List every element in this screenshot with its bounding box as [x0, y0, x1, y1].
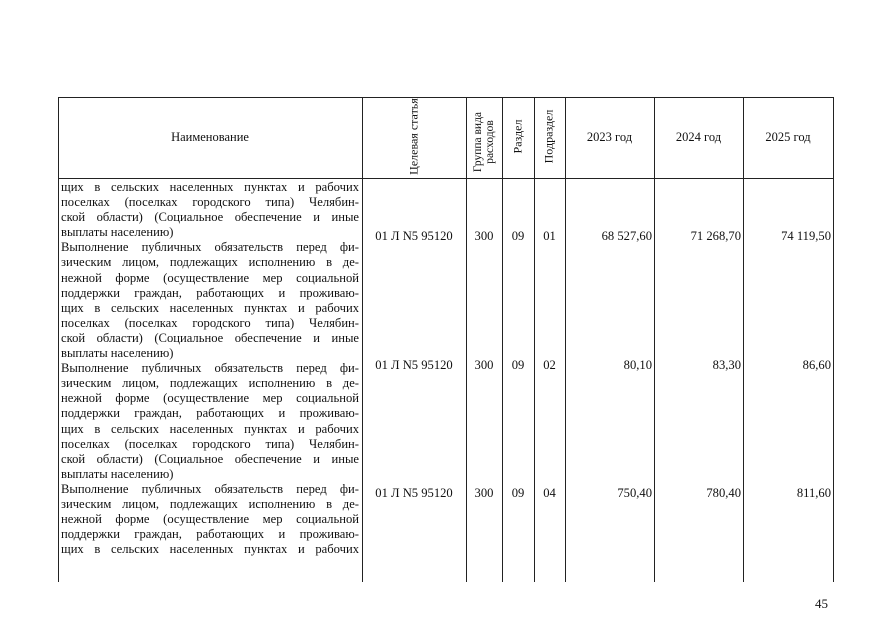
name-line: щих в сельских населенных пунктах и рабочих — [61, 180, 359, 194]
row2-2025: 86,60 — [802, 358, 831, 372]
name-line: нежной форме (осуществление мер социальной — [61, 512, 359, 527]
name-line: ской области) (Социальное обеспечение и иные — [61, 210, 359, 225]
name-line: поддержки граждан, работающих и проживаю- — [61, 527, 359, 542]
row1-article: 01 Л N5 95120 — [375, 229, 453, 243]
name-line: ской области) (Социальное обеспечение и иные — [61, 330, 359, 345]
name-line: зическим лицом, подлежащих исполнению в де- — [61, 255, 359, 270]
name-line: Выполнение публичных обязательств перед фи- — [61, 240, 359, 255]
row2-2024: 83,30 — [712, 358, 741, 372]
col-divider-2023 — [654, 97, 655, 582]
name-line: Выполнение публичных обязательств перед фи- — [61, 361, 359, 376]
col-divider-group — [502, 97, 503, 582]
row1-2024: 71 268,70 — [690, 229, 741, 243]
header-2023: 2023 год — [586, 130, 633, 144]
name-line: зическим лицом, подлежащих исполнению в де- — [61, 496, 359, 511]
row1-group: 300 — [474, 229, 494, 243]
name-line: щих в сельских населенных пунктах и рабочих — [61, 300, 359, 315]
row3-section: 09 — [511, 486, 525, 500]
col-divider-2024 — [743, 97, 744, 582]
row1-section: 09 — [511, 229, 525, 243]
row1-2025: 74 119,50 — [781, 229, 831, 243]
header-2025: 2025 год — [765, 130, 811, 144]
header-name: Наименование — [171, 130, 249, 144]
row2-subsection: 02 — [543, 358, 556, 372]
row3-2025: 811,60 — [796, 486, 831, 500]
row3-group: 300 — [474, 486, 494, 500]
row2-article: 01 Л N5 95120 — [375, 358, 453, 372]
name-line: поселках (поселках городского типа) Челябин- — [61, 315, 359, 330]
row3-2023: 750,40 — [617, 486, 652, 500]
col-divider-article — [466, 97, 467, 582]
header-2024: 2024 год — [675, 130, 722, 144]
row3-subsection: 04 — [543, 486, 556, 500]
name-line: выплаты населению) — [61, 466, 174, 481]
page-number: 45 — [815, 596, 828, 611]
header-target-article: Целевая статья — [406, 98, 421, 175]
table-left-border — [58, 97, 59, 582]
name-line: зическим лицом, подлежащих исполнению в де- — [61, 376, 359, 391]
name-column-text — [61, 180, 359, 557]
row1-subsection: 01 — [543, 229, 556, 243]
table-right-border — [833, 97, 834, 582]
name-line: нежной форме (осуществление мер социальной — [61, 270, 359, 285]
header-subsection: Подраздел — [541, 109, 556, 164]
row3-2024: 780,40 — [706, 486, 741, 500]
name-line: выплаты населению) — [61, 346, 174, 361]
col-divider-subsection — [565, 97, 566, 582]
header-section: Раздел — [510, 119, 525, 154]
name-line: поддержки граждан, работающих и проживаю- — [61, 406, 359, 421]
row3-article: 01 Л N5 95120 — [375, 486, 453, 500]
name-line: ской области) (Социальное обеспечение и иные — [61, 451, 359, 466]
name-line: поселках (поселках городского типа) Челябин- — [61, 195, 359, 210]
name-line: поддержки граждан, работающих и проживаю- — [61, 285, 359, 300]
row1-2023: 68 527,60 — [601, 229, 652, 243]
header-expense-group: Группа вида расходов — [472, 111, 496, 173]
name-line: щих в сельских населенных пунктах и рабочих — [61, 421, 359, 436]
name-line: поселках (поселках городского типа) Челябин- — [61, 436, 359, 451]
row2-2023: 80,10 — [623, 358, 652, 372]
row2-group: 300 — [474, 358, 494, 372]
header-bottom-border — [58, 178, 833, 179]
name-line: нежной форме (осуществление мер социальной — [61, 391, 359, 406]
col-divider-section — [534, 97, 535, 582]
row2-section: 09 — [511, 358, 525, 372]
name-line: Выполнение публичных обязательств перед фи- — [61, 481, 359, 496]
col-divider-name — [362, 97, 363, 582]
name-line: щих в сельских населенных пунктах и рабочих — [61, 542, 359, 557]
table-top-border — [58, 97, 833, 98]
name-line: выплаты населению) — [61, 225, 174, 240]
